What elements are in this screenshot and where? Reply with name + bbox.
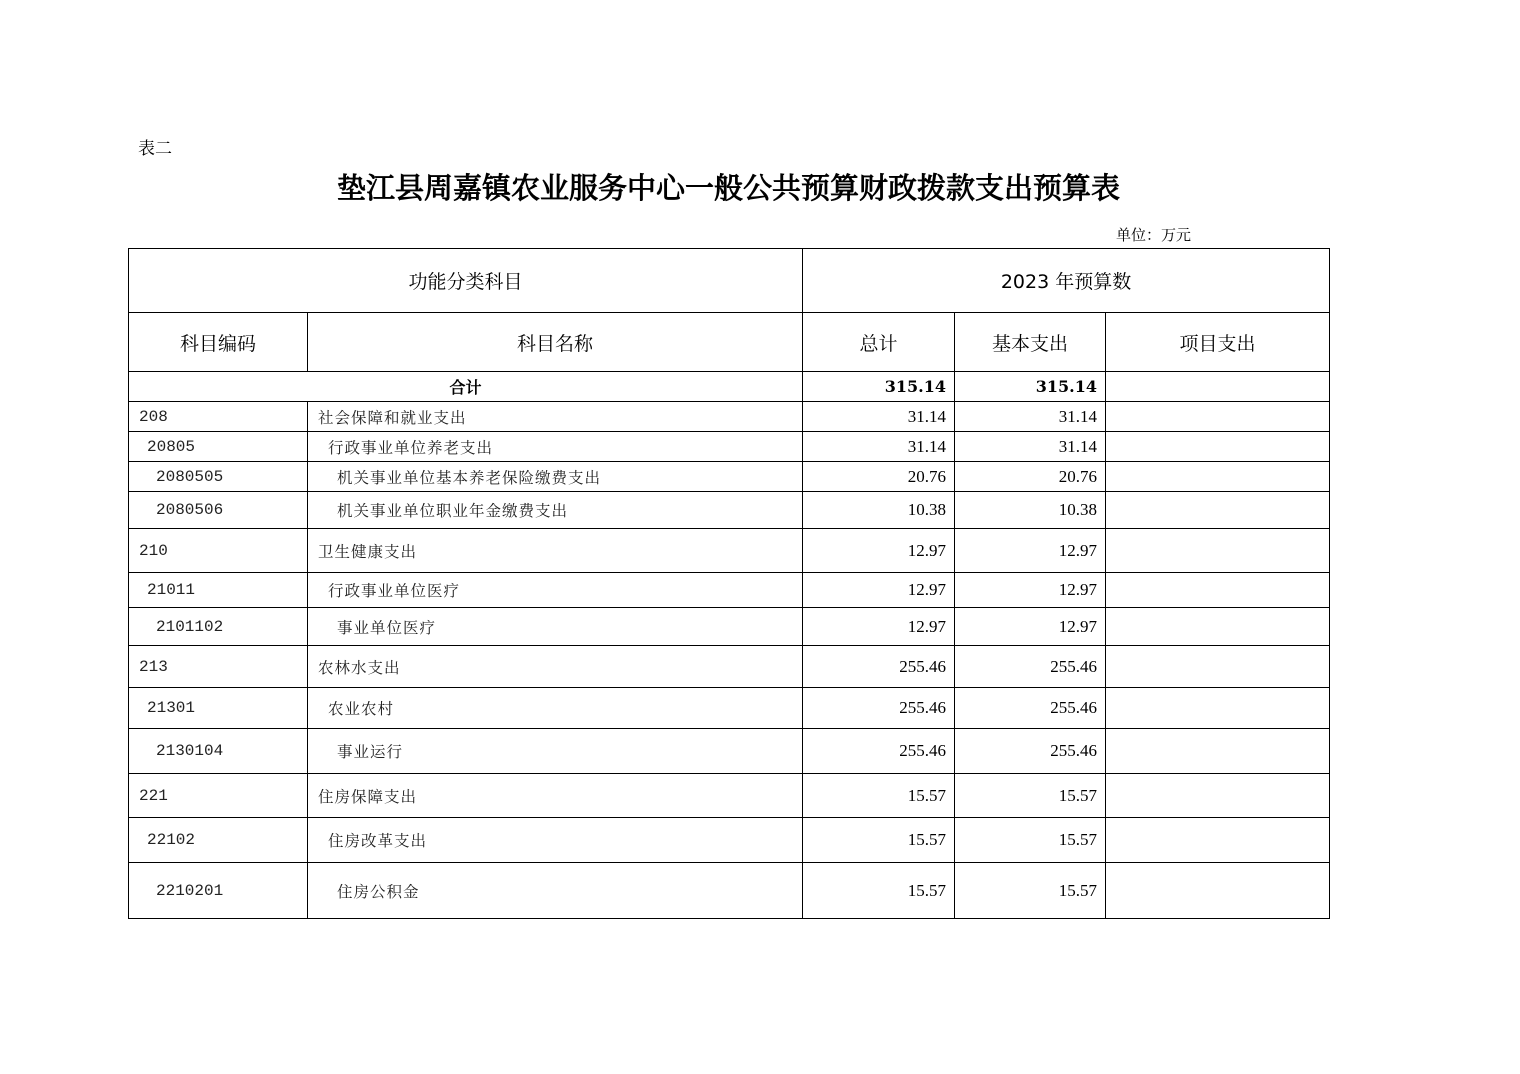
row-basic: 15.57: [955, 774, 1106, 818]
row-code: 2080505: [129, 462, 308, 492]
row-name: 住房保障支出: [308, 774, 803, 818]
row-basic: 255.46: [955, 688, 1106, 729]
table-row: [129, 729, 1330, 774]
row-name: 住房公积金: [308, 863, 803, 919]
table-row: [129, 774, 1330, 818]
total-total: 315.14: [803, 372, 955, 402]
row-name: 机关事业单位基本养老保险缴费支出: [308, 462, 803, 492]
header-project: 项目支出: [1106, 313, 1330, 372]
row-project: [1106, 774, 1330, 818]
row-name: 事业单位医疗: [308, 608, 803, 646]
row-total: 31.14: [803, 402, 955, 432]
table-row: [129, 432, 1330, 462]
total-row: [129, 372, 1330, 402]
row-code: 221: [129, 774, 308, 818]
row-total: 10.38: [803, 492, 955, 529]
header-code: 科目编码: [129, 313, 308, 372]
row-name: 农业农村: [308, 688, 803, 729]
row-project: [1106, 646, 1330, 688]
row-total: 15.57: [803, 818, 955, 863]
row-basic: 20.76: [955, 462, 1106, 492]
row-project: [1106, 529, 1330, 573]
row-code: 2101102: [129, 608, 308, 646]
row-total: 255.46: [803, 688, 955, 729]
row-basic: 12.97: [955, 529, 1106, 573]
row-project: [1106, 688, 1330, 729]
table-row: [129, 608, 1330, 646]
row-total: 255.46: [803, 729, 955, 774]
row-name: 行政事业单位养老支出: [308, 432, 803, 462]
row-code: 210: [129, 529, 308, 573]
row-code: 20805: [129, 432, 308, 462]
row-code: 208: [129, 402, 308, 432]
unit-label: 单位：万元: [1116, 226, 1192, 244]
row-name: 住房改革支出: [308, 818, 803, 863]
row-code: 21011: [129, 573, 308, 608]
row-total: 255.46: [803, 646, 955, 688]
row-code: 22102: [129, 818, 308, 863]
row-basic: 31.14: [955, 432, 1106, 462]
total-basic: 315.14: [955, 372, 1106, 402]
header-basic: 基本支出: [955, 313, 1106, 372]
row-name: 机关事业单位职业年金缴费支出: [308, 492, 803, 529]
row-total: 15.57: [803, 774, 955, 818]
total-label: 合计: [129, 372, 803, 402]
row-code: 2080506: [129, 492, 308, 529]
table-row: [129, 529, 1330, 573]
row-project: [1106, 402, 1330, 432]
table-row: [129, 573, 1330, 608]
row-total: 12.97: [803, 608, 955, 646]
row-basic: 12.97: [955, 608, 1106, 646]
budget-table: [128, 248, 1330, 919]
table-row: [129, 492, 1330, 529]
row-project: [1106, 492, 1330, 529]
row-name: 社会保障和就业支出: [308, 402, 803, 432]
table-row: [129, 863, 1330, 919]
row-project: [1106, 863, 1330, 919]
header-name: 科目名称: [308, 313, 803, 372]
row-code: 21301: [129, 688, 308, 729]
row-name: 事业运行: [308, 729, 803, 774]
header-group-row: [129, 249, 1330, 313]
row-basic: 15.57: [955, 818, 1106, 863]
row-project: [1106, 462, 1330, 492]
row-basic: 10.38: [955, 492, 1106, 529]
total-project: [1106, 372, 1330, 402]
row-total: 20.76: [803, 462, 955, 492]
header-column-row: [129, 313, 1330, 372]
header-budget-year: 2023 年预算数: [803, 249, 1330, 313]
row-basic: 255.46: [955, 646, 1106, 688]
table-row: [129, 402, 1330, 432]
row-project: [1106, 432, 1330, 462]
table-label: 表二: [138, 139, 172, 159]
table-row: [129, 646, 1330, 688]
row-basic: 15.57: [955, 863, 1106, 919]
row-code: 213: [129, 646, 308, 688]
row-total: 12.97: [803, 529, 955, 573]
table-row: [129, 688, 1330, 729]
row-basic: 31.14: [955, 402, 1106, 432]
table-row: [129, 818, 1330, 863]
row-project: [1106, 608, 1330, 646]
row-total: 31.14: [803, 432, 955, 462]
row-basic: 12.97: [955, 573, 1106, 608]
row-name: 行政事业单位医疗: [308, 573, 803, 608]
row-name: 农林水支出: [308, 646, 803, 688]
row-basic: 255.46: [955, 729, 1106, 774]
row-total: 12.97: [803, 573, 955, 608]
row-code: 2210201: [129, 863, 308, 919]
table-row: [129, 462, 1330, 492]
row-project: [1106, 729, 1330, 774]
row-project: [1106, 818, 1330, 863]
page-title: 垫江县周嘉镇农业服务中心一般公共预算财政拨款支出预算表: [336, 171, 1120, 205]
row-total: 15.57: [803, 863, 955, 919]
header-total: 总计: [803, 313, 955, 372]
row-code: 2130104: [129, 729, 308, 774]
row-name: 卫生健康支出: [308, 529, 803, 573]
row-project: [1106, 573, 1330, 608]
header-function-category: 功能分类科目: [129, 249, 803, 313]
